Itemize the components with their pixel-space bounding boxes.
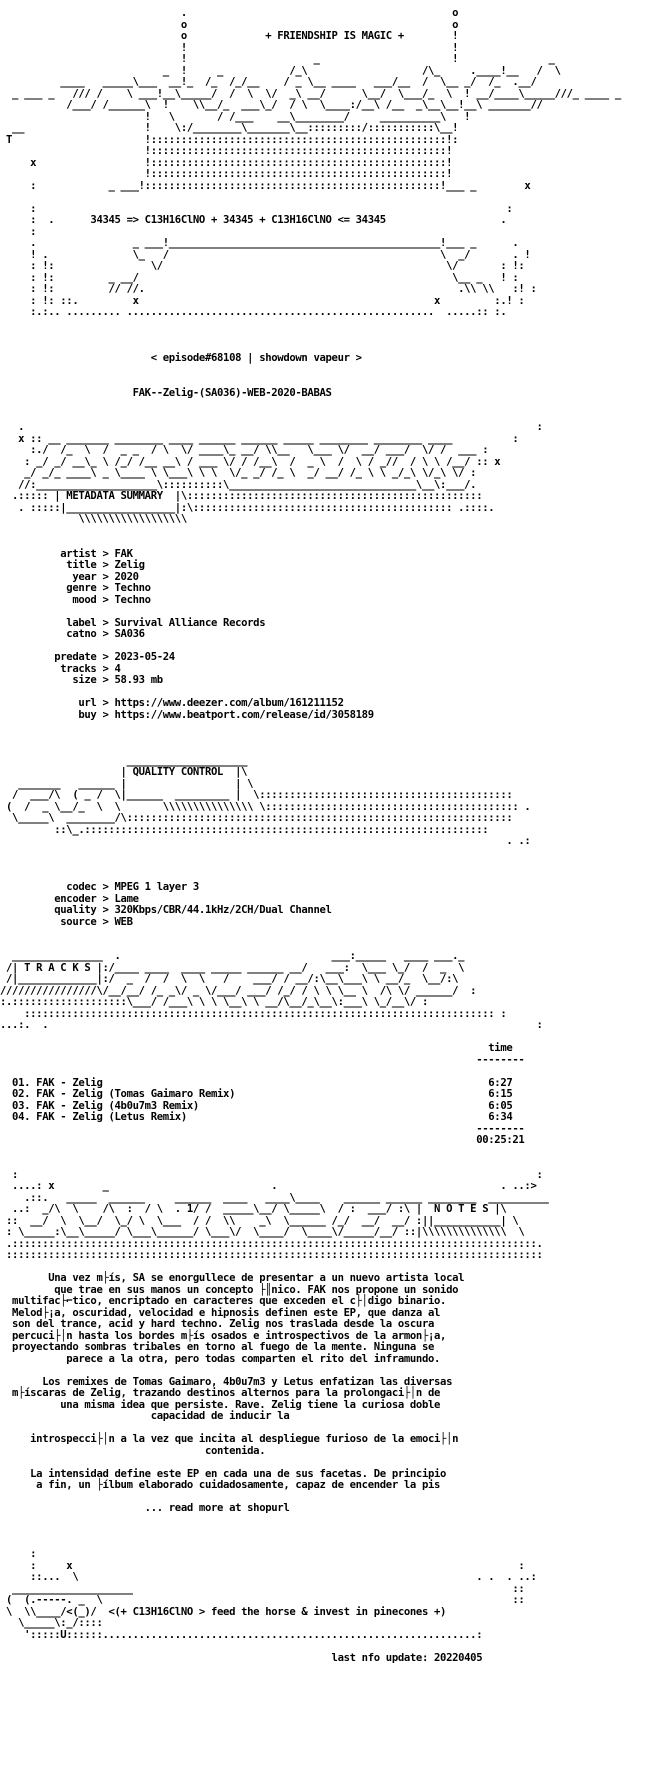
nfo-line: o o (0, 18, 459, 31)
nfo-line (0, 744, 648, 756)
nfo-line: 04. FAK - Zelig (Letus Remix) 6:34 (0, 1111, 513, 1123)
nfo-line: 00:25:21 (0, 1134, 525, 1146)
nfo-line: ':::::U::::::..............................................................: (0, 1628, 483, 1641)
nfo-line: label > Survival Alliance Records (0, 616, 266, 629)
nfo-line: -------- (0, 1122, 525, 1135)
nfo-line: -------- (0, 1053, 525, 1066)
nfo-line: //:____________________\::::::::::\_______________________________\__\:___/. (0, 478, 477, 491)
nfo-line: .::. _____ ______ ______ ____ ____\____ ______ ______ ________ __________ (0, 1191, 549, 1204)
nfo-line: ..: _/\ \ /\ : / \ . 1/ / _____\__/ \_____\ / : ___/ :\ | N O T E S |\ (0, 1203, 507, 1215)
nfo-line (0, 1515, 648, 1527)
nfo-line: que trae en sus manos un concepto ├║nico. FAK nos propone un sonido (0, 1283, 459, 1296)
nfo-line: una misma idea que persiste. Rave. Zelig tiene la curiosa doble (0, 1398, 441, 1411)
nfo-line: last nfo update: 20220405 (0, 1651, 483, 1664)
nfo-line: \\\\\\\\\\\\\\\\\\ (0, 513, 187, 525)
nfo-line: : : (0, 1168, 543, 1181)
nfo-line: : x : (0, 1559, 525, 1572)
nfo-line: catno > SA036 (0, 628, 145, 640)
nfo-line: \_____\ ________/\:::::::::::::::::::::::::::::::::::::::::::::::::::::::::::::::: (0, 812, 513, 824)
nfo-line: time (0, 1042, 513, 1054)
nfo-line: capacidad de inducir la (0, 1410, 290, 1422)
nfo-line: x !:::::::::::::::::::::::::::::::::::::::::::::::::! (0, 156, 453, 169)
nfo-line: a fin, un ├ílbum elaborado cuidadosamente, capaz de encender la pis (0, 1479, 441, 1491)
nfo-line: year > 2020 (0, 570, 139, 583)
nfo-line: . :::::|__________________|:\::::::::::::::::::::::::::::::::::::::::::: .::::. (0, 501, 495, 514)
nfo-line: !:::::::::::::::::::::::::::::::::::::::::::::::::! (0, 168, 453, 180)
nfo-line (0, 848, 648, 860)
nfo-line: /___/ /______\ ! \\__/_ ___\_/ / \ \____:/__\ /__ _\__\__!__\ _______// (0, 99, 543, 111)
nfo-line: \_____\:_/:::: (0, 1617, 103, 1629)
nfo-line: genre > Techno (0, 582, 151, 594)
nfo-line: _______ ______ | | \ (0, 777, 254, 790)
nfo-line: | QUALITY CONTROL |\ (0, 766, 248, 778)
nfo-line: predate > 2023-05-24 (0, 651, 175, 663)
nfo-line: ! . \_ / \ _/ . ! (0, 248, 531, 261)
nfo-line (0, 733, 648, 745)
nfo-line: / ___/\ ( _ / \|______ _________ | \:::::::::::::::::::::::::::::::::::::::::: (0, 789, 513, 801)
nfo-line: contenida. (0, 1444, 266, 1457)
nfo-line (0, 319, 648, 331)
nfo-line: ... read more at shopurl (0, 1502, 290, 1514)
nfo-line: :::::::::::::::::::::::::::::::::::::::::::::::::::::::::::::::::::::::::::::: : (0, 1007, 507, 1020)
nfo-line: source > WEB (0, 915, 133, 928)
nfo-line: ____________________ :: (0, 1582, 525, 1595)
nfo-line: ____ _____\___ __!_ /_ /_/__ / _ \__ ____ ___/__ / \__ _/ /_ .__/ (0, 76, 567, 88)
nfo-line: __ ! \:/________\_______\__:::::::::/:::::::::::\__! (0, 122, 459, 134)
nfo-line: artist > FAK (0, 547, 133, 560)
nfo-line: : !: ::. x x :.! : (0, 294, 525, 307)
nfo-line: parece a la otra, pero todas comparten el rito del inframundo. (0, 1352, 441, 1365)
nfo-line (0, 365, 648, 377)
nfo-line: _ ___ _ /// / \ ___!__\_____/ / \ \/ _\ __/ \__/ \___/_ \ ! __/____\_____///_ ____ _ (0, 87, 621, 100)
nfo-line: multifac├⌐tico, encriptado en caracteres que exceden el c├│digo binario. (0, 1295, 447, 1307)
nfo-line: mood > Techno (0, 593, 151, 606)
nfo-line: o + FRIENDSHIP IS MAGIC + ! (0, 30, 459, 42)
nfo-line: quality > 320Kbps/CBR/44.1kHz/2CH/Dual Channel (0, 904, 332, 916)
nfo-line: La intensidad define este EP en cada una de sus facetas. De principio (0, 1467, 447, 1480)
nfo-line: title > Zelig (0, 559, 145, 571)
nfo-line: : _ ___!:::::::::::::::::::::::::::::::::::::::::::::::::!___ _ x (0, 179, 531, 192)
nfo-line: tracks > 4 (0, 662, 121, 675)
nfo-line: _______________ . ___:_____ ____ ___._ (0, 950, 465, 962)
nfo-line (0, 1457, 648, 1469)
nfo-line: url > https://www.deezer.com/album/161211152 (0, 697, 344, 709)
nfo-line: : : (0, 202, 513, 215)
nfo-line: . : (0, 421, 543, 433)
nfo-line (0, 1538, 648, 1550)
nfo-line: < episode#68108 | showdown vapeur > (0, 352, 362, 364)
nfo-line: ::::::::::::::::::::::::::::::::::::::::::::::::::::::::::::::::::::::::::::::::::::::::: (0, 1249, 543, 1261)
nfo-line: ! \ / /___ __\________/ __________\ ! (0, 110, 471, 123)
nfo-line: :: __/ \ \__/ \_/ \ \___ / / \\ _\ \______ /_/ __/ __/ :||___________| \ (0, 1214, 519, 1227)
nfo-line (0, 1641, 648, 1653)
nfo-line: Los remixes de Tomas Gaimaro, 4b0u7m3 y Letus enfatizan las diversas (0, 1375, 453, 1388)
nfo-line: ( (.-----. _ \ :: (0, 1594, 525, 1606)
nfo-line: ! _ ! _ (0, 53, 555, 65)
nfo-line: _/ _/_ ____\ _ \____ \ \___\ \ \ \/_ _/ /_ \ _/ __/ /_ \ \ _/_\ \/_\ \/ : (0, 467, 477, 479)
nfo-line: FAK--Zelig-(SA036)-WEB-2020-BABAS (0, 386, 332, 399)
nfo-line: : . 34345 => C13H16ClNO + 34345 + C13H16ClNO <= 34345 . (0, 214, 507, 226)
nfo-line: Melod├¡a, oscuridad, velocidad e hipnosis definen este EP, que danza al (0, 1306, 441, 1319)
nfo-line: : (0, 1548, 37, 1560)
nfo-line: :./ /_ \ / _ _ / \ \/ ____\_ __/ \\__ \___ \/ __/ ___/ \/ / ___ : (0, 444, 489, 456)
nfo-line: : (0, 225, 37, 238)
nfo-line: .::::: | METADATA SUMMARY |\::::::::::::::::::::::::::::::::::::::::::::::::: (0, 490, 483, 502)
nfo-line: ! ! (0, 41, 459, 54)
nfo-line: x :: __ _______ ________ ____ ______ ______ _____ ________ ________ ____ : (0, 432, 519, 445)
nfo-line (0, 859, 648, 871)
nfo-line: percuci├│n hasta los bordes m├ís osados e introspectivos de la armon├¡a, (0, 1329, 447, 1342)
nfo-line: size > 58.93 mb (0, 674, 163, 686)
nfo-line: /|_____________|:/ _ / / \ \ / ___/ / __/:\__\___\ \ __/_ \__/:\ (0, 973, 459, 985)
nfo-line (0, 928, 648, 940)
nfo-line: : _/ _/ __\_ \ /_/ /__ __\ / ___ \/ / /__\ / _ \ / \ / _// / \ \ /__/ :: x (0, 455, 501, 468)
nfo-line: T !:::::::::::::::::::::::::::::::::::::::::::::::::!: (0, 133, 459, 146)
nfo-line (0, 376, 648, 388)
nfo-line: :.:::::::::::::::::::\___/ /___\ \ \ \__\ \ __/\__/_\__\:___\ \_/__\/ : (0, 996, 428, 1008)
nfo-line: Una vez m├ís, SA se enorgullece de presentar a un nuevo artista local (0, 1272, 465, 1284)
nfo-line: \ \\____/<(_)/ <(+ C13H16ClNO > feed the horse & invest in pinecones +) (0, 1605, 447, 1618)
nfo-line: son del trance, acid y hard techno. Zelig nos traslada desde la oscura (0, 1318, 435, 1330)
nfo-line: 02. FAK - Zelig (Tomas Gaimaro Remix) 6:15 (0, 1088, 513, 1100)
nfo-line: ( / _ \__/_ \ \ \\\\\\\\\\\\\\\ \:::::::::::::::::::::::::::::::::::::::::: . (0, 800, 531, 813)
nfo-line (0, 606, 648, 618)
nfo-line (0, 330, 648, 342)
nfo-line: . o (0, 7, 459, 19)
nfo-line: : !: _ __/ \__ _ ! : (0, 271, 519, 284)
nfo-line (0, 721, 648, 733)
nfo-line: :.:.. ......... ................................................... .....:: :. (0, 306, 507, 318)
nfo-line: 01. FAK - Zelig 6:27 (0, 1076, 513, 1089)
nfo-line (0, 1147, 648, 1159)
nfo-line: codec > MPEG 1 layer 3 (0, 881, 199, 893)
nfo-line: m├íscaras de Zelig, trazando destinos alternos para la prolongaci├│n de (0, 1387, 441, 1399)
nfo-line (0, 537, 648, 549)
nfo-line: buy > https://www.beatport.com/release/id/3058189 (0, 708, 374, 721)
nfo-line: . .: (0, 835, 531, 847)
nfo-line (0, 399, 648, 411)
nfo-line: ...:. . : (0, 1019, 543, 1031)
nfo-line: ....: x _ . . ..:> (0, 1180, 537, 1192)
nfo-line: : !: // //. .\\ \\ :! : (0, 283, 537, 295)
nfo-line: ::\_.::::::::::::::::::::::::::::::::::::::::::::::::::::::::::::::::::: (0, 823, 489, 836)
nfo-line: encoder > Lame (0, 892, 139, 905)
nfo-line: /| T R A C K S |:/____ ____ ____ _____ ______ __/ ___: \___ \_/ / _ \ (0, 961, 465, 974)
nfo-line (0, 1066, 648, 1078)
nfo-line (0, 192, 648, 204)
nfo-line (0, 526, 648, 538)
nfo-line: . _ ___!_____________________________________________!___ _ . (0, 237, 519, 249)
nfo-line: ____________________ (0, 754, 248, 767)
nfo-line (0, 1526, 648, 1538)
nfo-line: ////////////////\/__/__/ /_ _\/ _ \/___/ ___/ /_/ / \ \ \__ \ /\ \/ ______/ : (0, 984, 477, 997)
nfo-line: introspecci├│n a la vez que incita al despliegue furioso de la emoci├│n (0, 1433, 459, 1445)
nfo-line: _ ! _ /_\ /\_ .____!__ / \ (0, 64, 561, 77)
nfo-line: 03. FAK - Zelig (4b0u7m3 Remix) 6:05 (0, 1099, 513, 1112)
nfo-line: .:::::::::::::::::::::::::::::::::::::::::::::::::::::::::::::::::::::::::::::::::::::::. (0, 1237, 543, 1250)
nfo-line (0, 1158, 648, 1170)
nfo-line: proyectando sombras tribales en torno al fuego de la mente. Ninguna se (0, 1341, 435, 1353)
nfo-line (0, 1365, 648, 1377)
nfo-line: ::... \ . . . ..: (0, 1571, 537, 1583)
nfo-line: !:::::::::::::::::::::::::::::::::::::::::::::::::! (0, 145, 453, 157)
nfo-line: : !: \/ \/ : !: (0, 260, 525, 272)
nfo-line: : \_____:\__\_____/ \___\______/ \___\/ \____/ \____\/_____/__/ ::|\\\\\\\\\\\\\\ \ (0, 1226, 525, 1238)
